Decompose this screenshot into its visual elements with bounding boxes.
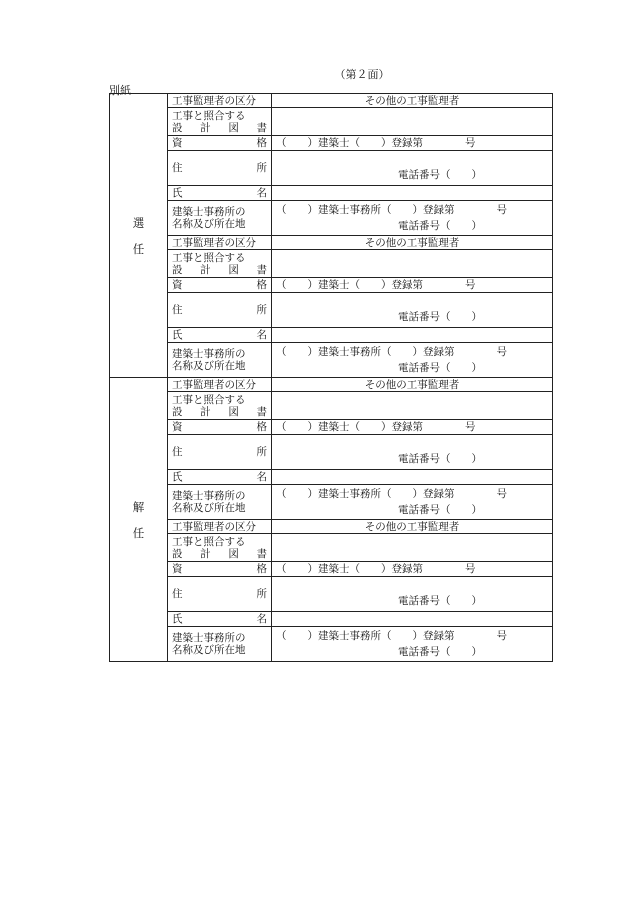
supervisor-category-label: 工事監理者の区分 xyxy=(168,236,272,250)
office-registration-text: （ ）建築士事務所（ ）登録第 号 xyxy=(276,204,507,216)
office-registration-text: （ ）建築士事務所（ ）登録第 号 xyxy=(276,630,507,642)
table-row xyxy=(110,278,553,293)
table-row xyxy=(110,420,553,435)
address-label: 住 所 xyxy=(168,293,272,328)
office-registration-text: （ ）建築士事務所（ ）登録第 号 xyxy=(276,346,507,358)
name-label: 氏 名 xyxy=(168,328,272,343)
office-label: 建築士事務所の 名称及び所在地 xyxy=(168,627,272,662)
attachment-label: 別紙 xyxy=(109,84,131,97)
office-label: 建築士事務所の 名称及び所在地 xyxy=(168,343,272,378)
qualification-label: 資 格 xyxy=(168,136,272,151)
drawing-label-line1: 工事と照合する xyxy=(172,109,246,122)
table-row xyxy=(110,236,553,250)
address-label: 住 所 xyxy=(168,151,272,186)
supervisor-category-value[interactable]: その他の工事監理者 xyxy=(272,378,553,392)
supervisor-category-value[interactable]: その他の工事監理者 xyxy=(272,520,553,534)
supervisor-change-table xyxy=(109,93,553,662)
table-row xyxy=(110,94,553,108)
table-row xyxy=(110,186,553,201)
phone-number-text: 電話番号（ ） xyxy=(398,310,482,323)
name-label: 氏 名 xyxy=(168,612,272,627)
address-value[interactable] xyxy=(272,293,553,328)
table-row xyxy=(110,577,553,612)
supervisor-category-label: 工事監理者の区分 xyxy=(168,378,272,392)
drawing-label: 工事と照合する 設 計 図 書 xyxy=(168,250,272,278)
address-value[interactable] xyxy=(272,435,553,470)
qualification-value[interactable]: （ ）建築士（ ）登録第 号 xyxy=(272,420,553,435)
office-value[interactable] xyxy=(272,485,553,520)
drawing-value[interactable] xyxy=(272,392,553,420)
table-row xyxy=(110,612,553,627)
table-row xyxy=(110,485,553,520)
drawing-label xyxy=(168,108,272,136)
phone-number-text: 電話番号（ ） xyxy=(398,362,482,374)
dismissal-group-label: 解 任 xyxy=(110,378,168,662)
phone-number-text: 電話番号（ ） xyxy=(398,220,482,232)
supervisor-category-label: 工事監理者の区分 xyxy=(168,520,272,534)
office-label: 建築士事務所の 名称及び所在地 xyxy=(168,485,272,520)
table-row xyxy=(110,520,553,534)
table-row xyxy=(110,343,553,378)
table-row xyxy=(110,378,553,392)
office-value[interactable] xyxy=(272,343,553,378)
drawing-label-line2: 設 計 図 書 xyxy=(172,121,267,134)
phone-number-text: 電話番号（ ） xyxy=(398,504,482,516)
drawing-value[interactable] xyxy=(272,108,553,136)
qualification-label: 資 格 xyxy=(168,278,272,293)
office-value[interactable] xyxy=(272,201,553,236)
table-row xyxy=(110,470,553,485)
drawing-label: 工事と照合する 設 計 図 書 xyxy=(168,534,272,562)
qualification-value[interactable]: （ ）建築士（ ）登録第 号 xyxy=(272,278,553,293)
table-row xyxy=(110,328,553,343)
phone-number-text: 電話番号（ ） xyxy=(398,646,482,658)
name-label: 氏 名 xyxy=(168,186,272,201)
name-value[interactable] xyxy=(272,612,553,627)
supervisor-category-value[interactable]: その他の工事監理者 xyxy=(272,94,553,108)
phone-number-text: 電話番号（ ） xyxy=(398,452,482,465)
supervisor-category-value[interactable]: その他の工事監理者 xyxy=(272,236,553,250)
phone-number-text: 電話番号（ ） xyxy=(398,168,482,181)
table-row xyxy=(110,627,553,662)
address-value[interactable] xyxy=(272,151,553,186)
address-label: 住 所 xyxy=(168,435,272,470)
table-row xyxy=(110,151,553,186)
office-value[interactable] xyxy=(272,627,553,662)
address-value[interactable] xyxy=(272,577,553,612)
table-row xyxy=(110,108,553,136)
phone-number-text: 電話番号（ ） xyxy=(398,594,482,607)
table-row xyxy=(110,562,553,577)
drawing-value[interactable] xyxy=(272,250,553,278)
name-value[interactable] xyxy=(272,328,553,343)
qualification-value[interactable]: （ ）建築士（ ）登録第 号 xyxy=(272,136,553,151)
drawing-value[interactable] xyxy=(272,534,553,562)
table-row xyxy=(110,201,553,236)
table-row xyxy=(110,435,553,470)
qualification-value[interactable]: （ ）建築士（ ）登録第 号 xyxy=(272,562,553,577)
office-label: 建築士事務所の 名称及び所在地 xyxy=(168,201,272,236)
appointment-group-label: 選 任 xyxy=(110,94,168,378)
name-value[interactable] xyxy=(272,470,553,485)
office-registration-text: （ ）建築士事務所（ ）登録第 号 xyxy=(276,488,507,500)
table-row xyxy=(110,534,553,562)
name-label: 氏 名 xyxy=(168,470,272,485)
drawing-label: 工事と照合する 設 計 図 書 xyxy=(168,392,272,420)
table-row xyxy=(110,136,553,151)
qualification-label: 資 格 xyxy=(168,562,272,577)
supervisor-category-label: 工事監理者の区分 xyxy=(168,94,272,108)
address-label: 住 所 xyxy=(168,577,272,612)
page-number: （第２面） xyxy=(334,68,390,81)
table-row xyxy=(110,293,553,328)
table-row xyxy=(110,392,553,420)
qualification-label: 資 格 xyxy=(168,420,272,435)
table-row xyxy=(110,250,553,278)
name-value[interactable] xyxy=(272,186,553,201)
